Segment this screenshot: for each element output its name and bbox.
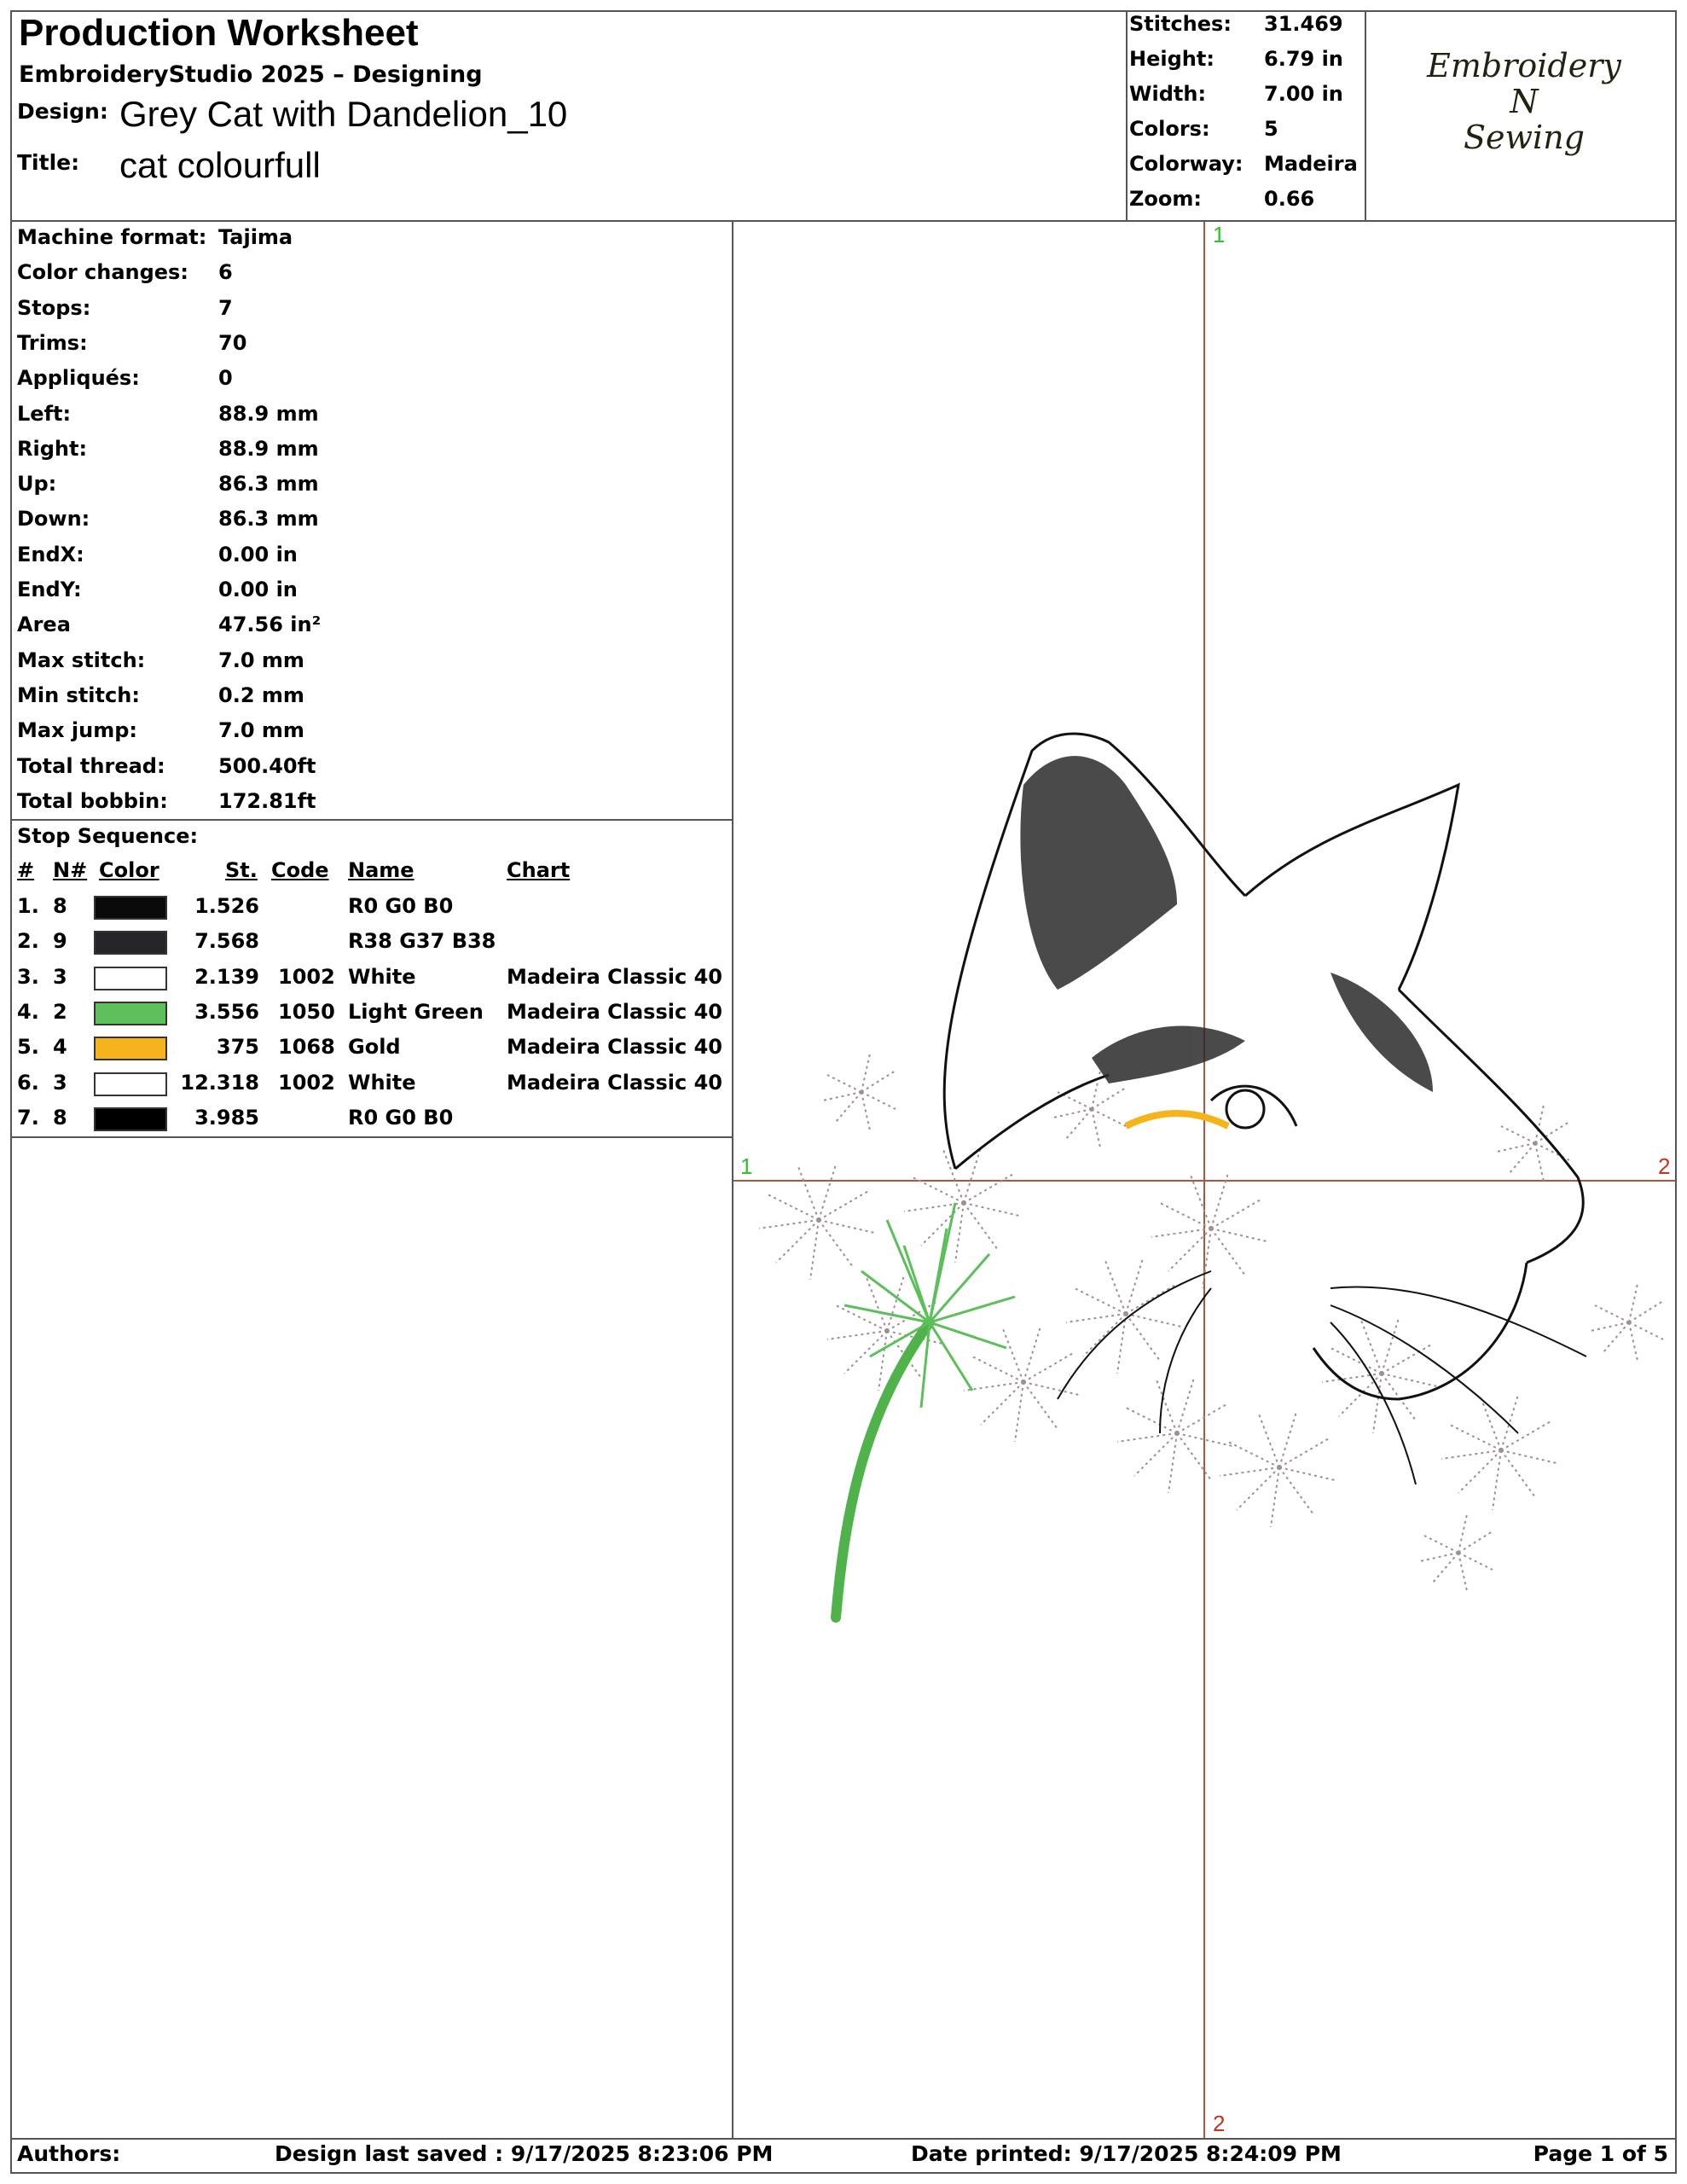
row-needle: 8 [53,1105,67,1130]
row-number: 3. [17,964,39,989]
property-label: Min stitch: [17,682,140,707]
property-label: Machine format: [17,225,207,249]
stat-value: 5 [1264,117,1278,141]
property-value: 86.3 mm [218,472,319,497]
logo-line-2: N [1510,83,1539,120]
color-swatch [94,931,167,955]
page-title: Production Worksheet [19,12,419,54]
footer-date-printed: Date printed: 9/17/2025 8:24:09 PM [911,2141,1342,2166]
property-value: 500.40ft [218,753,316,778]
property-label: Total thread: [17,753,165,778]
row-number: 7. [17,1105,39,1130]
property-value: 7.0 mm [218,718,304,743]
stop-sequence-row [0,1035,733,1069]
axis-marker-bottom: 2 [1213,2111,1226,2136]
property-value: 0.00 in [218,578,298,601]
property-value: 6 [218,260,233,285]
row-chart: Madeira Classic 40 [507,999,722,1024]
stat-value: 0.66 [1264,187,1315,211]
property-value: 7 [218,295,233,320]
col-header-stitches: St. [225,858,258,882]
footer-last-saved: Design last saved : 9/17/2025 8:23:06 PM [275,2141,774,2166]
color-swatch [94,1037,167,1060]
logo-line-3: Sewing [1464,119,1585,156]
property-value: 88.9 mm [218,436,319,461]
axis-marker-top: 1 [1213,222,1226,247]
footer-authors: Authors: [17,2141,121,2166]
stop-sequence-row [0,929,733,963]
color-swatch [94,1072,167,1096]
property-label: Up: [17,472,57,497]
row-color-name: R0 G0 B0 [348,1105,454,1130]
row-color-name: White [348,1070,416,1095]
row-stitches: 3.985 [194,1105,259,1130]
row-needle: 9 [53,929,67,954]
stat-value: 6.79 in [1264,47,1343,71]
color-swatch [94,1002,167,1025]
stat-label: Stitches: [1129,12,1232,36]
row-number: 6. [17,1070,39,1095]
stop-sequence-row [0,1000,733,1034]
stop-sequence-title: Stop Sequence: [17,824,199,848]
footer-divider [10,2138,1677,2140]
row-chart: Madeira Classic 40 [507,964,722,989]
stats-divider-left [1126,10,1128,220]
axis-marker-right: 2 [1658,1153,1671,1179]
row-needle: 3 [53,964,67,989]
property-label: Max stitch: [17,648,146,672]
row-needle: 8 [53,894,67,918]
property-value: 70 [218,330,247,355]
row-stitches: 3.556 [194,999,259,1024]
property-value: 86.3 mm [218,507,319,531]
stat-value: Madeira [1264,152,1358,176]
title-label: Title: [17,150,80,175]
row-stitches: 2.139 [194,964,259,989]
property-label: EndX: [17,542,84,566]
property-label: Trims: [17,330,88,355]
row-color-name: Light Green [348,999,484,1024]
property-label: EndY: [17,578,82,601]
row-color-name: Gold [348,1035,401,1060]
property-label: Right: [17,436,88,461]
row-color-name: White [348,964,416,989]
row-code: 1068 [278,1035,335,1060]
property-value: 7.0 mm [218,648,304,672]
property-value: 0 [218,366,233,391]
property-value: 0.00 in [218,542,298,566]
property-label: Color changes: [17,260,188,285]
property-value: 47.56 in² [218,613,322,637]
stop-sequence-row [0,965,733,999]
stat-value: 31.469 [1264,12,1343,36]
col-header-chart: Chart [507,858,571,882]
row-needle: 2 [53,999,67,1024]
color-swatch [94,896,167,920]
row-chart: Madeira Classic 40 [507,1070,722,1095]
logo-line-1: Embroidery [1427,47,1621,84]
property-label: Down: [17,507,90,531]
design-preview [733,222,1675,2138]
col-header-number: # [17,858,35,882]
row-stitches: 375 [216,1035,259,1060]
row-needle: 3 [53,1070,67,1095]
row-stitches: 1.526 [194,894,259,918]
stop-sequence-row [0,894,733,928]
row-code: 1050 [278,999,335,1024]
stat-label: Colorway: [1129,152,1244,176]
col-header-color: Color [99,858,159,882]
property-value: Tajima [218,225,293,249]
cat-dark-fur [1020,756,1433,1092]
cat-gold-eye-accent [1126,1113,1228,1126]
axis-marker-left: 1 [740,1153,753,1179]
col-header-name: Name [348,858,415,882]
row-stitches: 7.568 [194,929,259,954]
design-label: Design: [17,99,108,124]
row-color-name: R38 G37 B38 [348,929,496,954]
software-name: EmbroideryStudio 2025 – Designing [19,61,483,88]
property-label: Area [17,613,71,637]
col-header-needle: N# [53,858,88,882]
property-value: 88.9 mm [218,401,319,426]
design-title: cat colourfull [119,145,321,185]
row-number: 4. [17,999,39,1024]
row-number: 1. [17,894,39,918]
color-swatch [94,967,167,990]
design-name: Grey Cat with Dandelion_10 [119,94,568,134]
stop-sequence-row [0,1071,733,1105]
stat-label: Colors: [1129,117,1210,141]
row-chart: Madeira Classic 40 [507,1035,722,1060]
row-number: 2. [17,929,39,954]
property-label: Appliqués: [17,366,140,391]
property-label: Stops: [17,295,91,320]
row-needle: 4 [53,1035,67,1060]
property-value: 172.81ft [218,788,316,813]
col-header-code: Code [271,858,329,882]
row-number: 5. [17,1035,39,1060]
stat-label: Height: [1129,47,1215,71]
row-stitches: 12.318 [180,1070,259,1095]
row-color-name: R0 G0 B0 [348,894,454,918]
row-code: 1002 [278,1070,335,1095]
row-code: 1002 [278,964,335,989]
property-label: Max jump: [17,718,138,743]
property-value: 0.2 mm [218,682,304,707]
brand-logo [1375,48,1673,155]
stop-sequence-row [0,1106,733,1140]
property-label: Left: [17,401,72,426]
stat-value: 7.00 in [1264,82,1343,106]
stat-label: Zoom: [1129,187,1202,211]
color-swatch [94,1107,167,1131]
stats-divider-right [1365,10,1366,220]
dandelion-seeds [759,1054,1663,1591]
properties-divider [10,819,732,821]
footer-page-number: Page 1 of 5 [1533,2141,1668,2166]
property-label: Total bobbin: [17,788,168,813]
stat-label: Width: [1129,82,1207,106]
